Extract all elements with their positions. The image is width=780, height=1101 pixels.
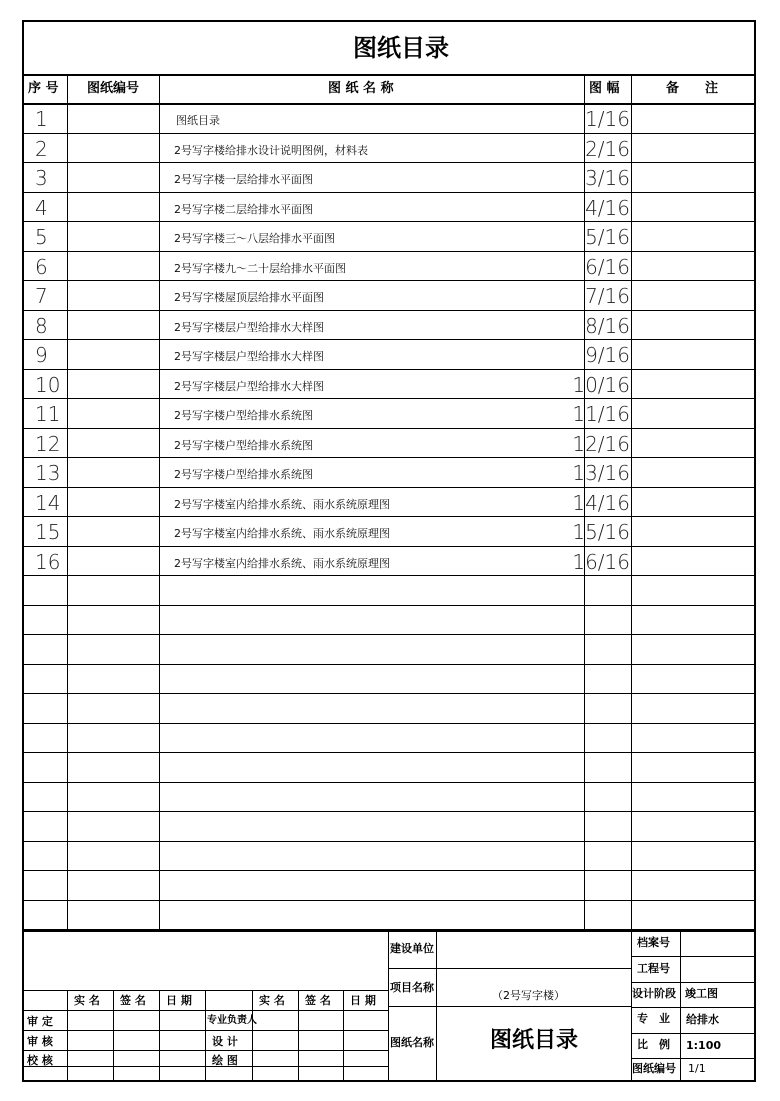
header-drawing-name: 图 纸 名 称 [328, 81, 394, 96]
sheet-no-label: 图纸编号 [632, 1062, 676, 1075]
row-index: 11 [35, 402, 61, 426]
table-row [22, 369, 756, 399]
design-stage-label: 设计阶段 [632, 987, 676, 1000]
row-size: 1/16 [585, 107, 630, 131]
table-row [22, 457, 756, 487]
col-divider [113, 990, 114, 1082]
row-index: 1 [35, 107, 48, 131]
sign-header: 日 期 [350, 994, 376, 1007]
row-size: 14/16 [572, 491, 630, 515]
col-divider [631, 930, 632, 1082]
row-index: 15 [35, 520, 61, 544]
row-drawing-name: 2号写字楼一层给排水平面图 [174, 173, 313, 186]
row-drawing-name: 2号写字楼给排水设计说明图例，材料表 [174, 144, 368, 157]
row-drawing-name: 2号写字楼三～八层给排水平面图 [174, 232, 335, 245]
row-line [22, 605, 756, 606]
header-drawing-no: 图纸编号 [87, 81, 140, 96]
row-size: 8/16 [585, 314, 630, 338]
role-label: 设 计 [212, 1035, 238, 1048]
row-size: 15/16 [572, 520, 630, 544]
table-row [22, 221, 756, 251]
row-drawing-name: 2号写字楼户型给排水系统图 [174, 409, 313, 422]
row-line [22, 870, 756, 871]
row-index: 4 [35, 196, 48, 220]
project-name-value: （2号写字楼） [492, 989, 565, 1002]
row-index: 12 [35, 432, 61, 456]
row-drawing-name: 2号写字楼九～二十层给排水平面图 [174, 262, 346, 275]
row-index: 14 [35, 491, 61, 515]
row-drawing-name: 2号写字楼室内给排水系统、雨水系统原理图 [174, 557, 390, 570]
sign-header: 实 名 [259, 994, 285, 1007]
col-divider [680, 930, 681, 1082]
row-index: 9 [35, 343, 48, 367]
row-size: 4/16 [585, 196, 630, 220]
rule [631, 982, 756, 983]
row-size: 11/16 [572, 402, 630, 426]
row-size: 10/16 [572, 373, 630, 397]
sign-header: 日 期 [166, 994, 192, 1007]
table-row [22, 192, 756, 222]
scale-label: 比 例 [637, 1038, 670, 1051]
row-drawing-name: 图纸目录 [176, 114, 220, 127]
row-size: 2/16 [585, 137, 630, 161]
row-drawing-name: 2号写字楼屋顶层给排水平面图 [174, 291, 324, 304]
table-row [22, 103, 756, 133]
row-index: 8 [35, 314, 48, 338]
discipline-value: 给排水 [686, 1013, 719, 1026]
row-size: 13/16 [572, 461, 630, 485]
rule [631, 1058, 756, 1059]
row-index: 7 [35, 284, 48, 308]
rule [388, 1006, 631, 1007]
row-drawing-name: 2号写字楼户型给排水系统图 [174, 468, 313, 481]
row-line [22, 634, 756, 635]
archive-no-label: 档案号 [637, 936, 670, 949]
table-row [22, 516, 756, 546]
row-drawing-name: 2号写字楼层户型给排水大样图 [174, 380, 324, 393]
row-drawing-name: 2号写字楼层户型给排水大样图 [174, 350, 324, 363]
discipline-label: 专 业 [637, 1012, 670, 1025]
page-title: 图纸目录 [353, 34, 449, 62]
sign-header: 实 名 [74, 994, 100, 1007]
role-label: 审 核 [27, 1035, 53, 1048]
role-label: 绘 图 [212, 1054, 238, 1067]
table-row [22, 487, 756, 517]
row-line [22, 841, 756, 842]
table-row [22, 546, 756, 576]
row-index: 2 [35, 137, 48, 161]
row-size: 3/16 [585, 166, 630, 190]
row-line [22, 693, 756, 694]
row-index: 16 [35, 550, 61, 574]
table-row [22, 428, 756, 458]
row-line [22, 782, 756, 783]
table-row [22, 251, 756, 281]
row-index: 3 [35, 166, 48, 190]
row-line [22, 900, 756, 901]
row-size: 5/16 [585, 225, 630, 249]
col-divider [159, 990, 160, 1082]
role-label: 专业负责人 [207, 1015, 257, 1026]
row-drawing-name: 2号写字楼室内给排水系统、雨水系统原理图 [174, 498, 390, 511]
row-drawing-name: 2号写字楼二层给排水平面图 [174, 203, 313, 216]
sign-header: 签 名 [305, 994, 331, 1007]
row-index: 5 [35, 225, 48, 249]
table-row [22, 133, 756, 163]
role-label: 校 核 [27, 1054, 53, 1067]
rule [22, 930, 756, 932]
construction-unit-label: 建设单位 [390, 942, 434, 955]
project-no-label: 工程号 [637, 962, 670, 975]
row-line [22, 723, 756, 724]
row-line [22, 752, 756, 753]
row-index: 6 [35, 255, 48, 279]
header-size: 图 幅 [589, 81, 620, 96]
header-remarks: 备 注 [666, 81, 719, 96]
col-divider [252, 990, 253, 1082]
sheet-no-value: 1/1 [688, 1062, 706, 1075]
table-row [22, 310, 756, 340]
row-size: 12/16 [572, 432, 630, 456]
rule [631, 956, 756, 957]
project-name-label: 项目名称 [390, 981, 434, 994]
col-divider [298, 990, 299, 1082]
row-size: 16/16 [572, 550, 630, 574]
row-size: 9/16 [585, 343, 630, 367]
drawing-name-label: 图纸名称 [390, 1036, 434, 1049]
table-row [22, 280, 756, 310]
rule [388, 968, 631, 969]
table-row [22, 339, 756, 369]
col-divider [67, 990, 68, 1082]
table-row [22, 398, 756, 428]
drawing-name-value: 图纸目录 [490, 1028, 579, 1053]
row-line [22, 811, 756, 812]
header-index: 序 号 [28, 81, 59, 96]
row-drawing-name: 2号写字楼户型给排水系统图 [174, 439, 313, 452]
row-size: 6/16 [585, 255, 630, 279]
row-size: 7/16 [585, 284, 630, 308]
rule [631, 1007, 756, 1008]
design-stage-value: 竣工图 [685, 987, 718, 1000]
role-label: 审 定 [27, 1015, 53, 1028]
row-index: 13 [35, 461, 61, 485]
table-row [22, 162, 756, 192]
row-drawing-name: 2号写字楼室内给排水系统、雨水系统原理图 [174, 527, 390, 540]
row-drawing-name: 2号写字楼层户型给排水大样图 [174, 321, 324, 334]
sign-header: 签 名 [120, 994, 146, 1007]
row-index: 10 [35, 373, 61, 397]
rule [631, 1033, 756, 1034]
col-divider [343, 990, 344, 1082]
rule [22, 74, 756, 76]
col-divider [205, 990, 206, 1082]
row-line [22, 664, 756, 665]
scale-value: 1:100 [686, 1039, 722, 1052]
